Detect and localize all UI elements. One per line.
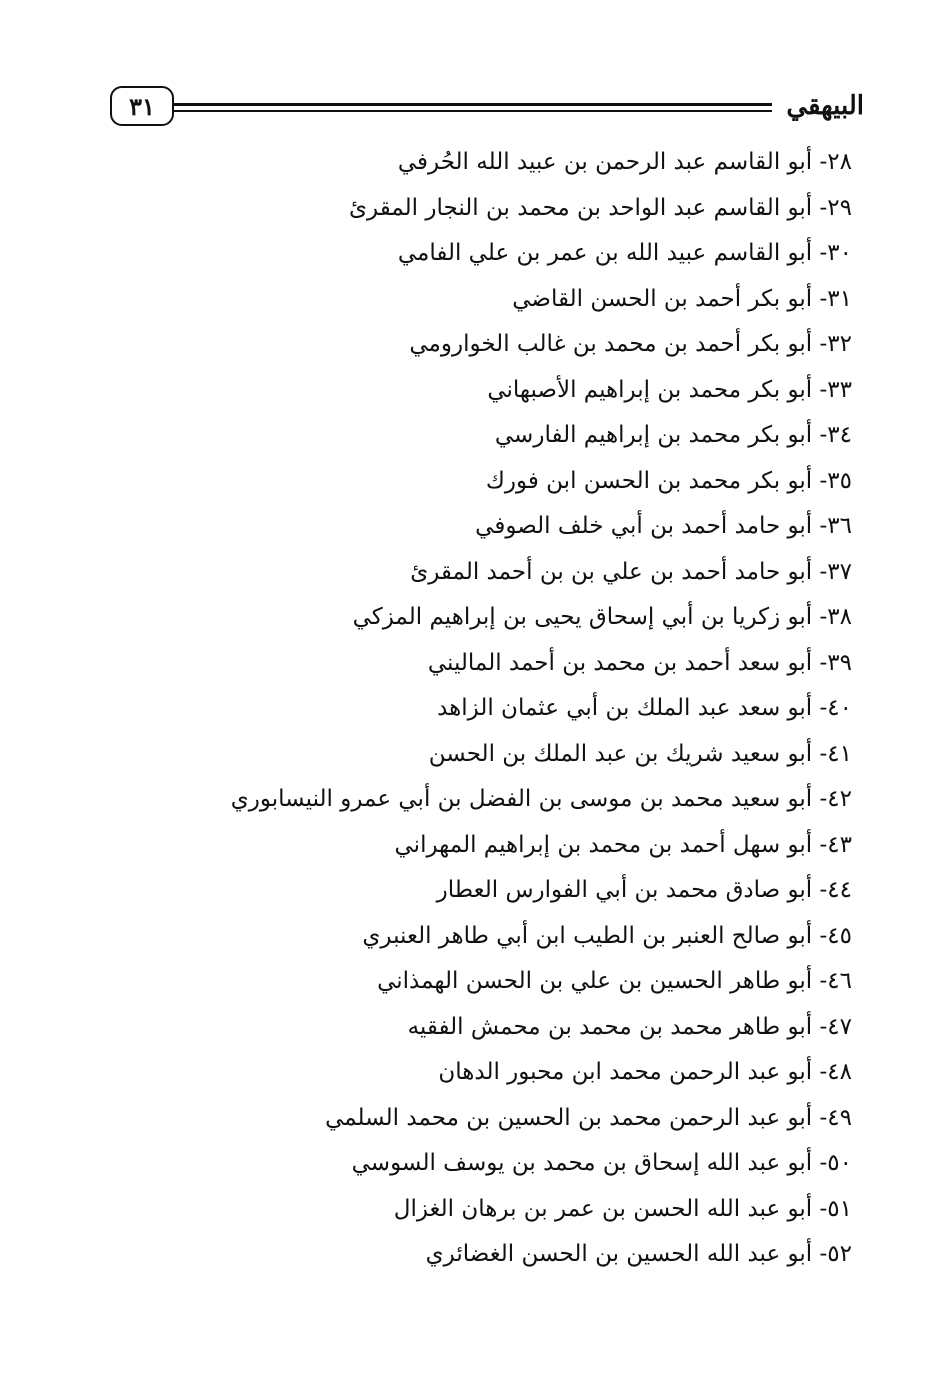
list-item: ٤١- أبو سعيد شريك بن عبد الملك بن الحسن (428, 740, 852, 767)
list-item: ٣٨- أبو زكريا بن أبي إسحاق يحيى بن إبراهيم المزكي (352, 604, 852, 630)
list-item: ٤٨- أبو عبد الرحمن محمد ابن محبور الدهان (438, 1059, 852, 1085)
narrator-list (230, 140, 852, 1278)
page-number: ٣١ (110, 86, 174, 126)
list-item: ٣٦- أبو حامد أحمد بن أبي خلف الصوفي (475, 513, 852, 539)
list-item: ٣٠- أبو القاسم عبيد الله بن عمر بن علي الفامي (397, 240, 852, 266)
list-item: ٣٣- أبو بكر محمد بن إبراهيم الأصبهاني (487, 376, 852, 403)
header-rule-thin (174, 110, 772, 112)
list-item: ٣٩- أبو سعد أحمد بن محمد بن أحمد الماليني (427, 649, 852, 676)
page-header (110, 86, 864, 130)
list-item: ٢٨- أبو القاسم عبد الرحمن بن عبيد الله الحُرفي (397, 149, 852, 175)
list-item: ٥١- أبو عبد الله الحسن بن عمر بن برهان الغزال (393, 1195, 852, 1222)
list-item: ٣٧- أبو حامد أحمد بن علي بن بن أحمد المقرئ (410, 558, 852, 585)
list-item: ٥٢- أبو عبد الله الحسين بن الحسن الغضائري (425, 1241, 852, 1267)
list-item: ٤٢- أبو سعيد محمد بن موسى بن الفضل بن أبي عمرو النيسابوري (230, 786, 852, 812)
list-item: ٤٠- أبو سعد عبد الملك بن أبي عثمان الزاهد (437, 695, 852, 721)
list-item: ٣١- أبو بكر أحمد بن الحسن القاضي (512, 285, 852, 312)
list-item: ٥٠- أبو عبد الله إسحاق بن محمد بن يوسف السوسي (351, 1150, 852, 1176)
list-item: ٤٧- أبو طاهر محمد بن محمد بن محمش الفقيه (407, 1013, 852, 1040)
list-item: ٣٢- أبو بكر أحمد بن محمد بن غالب الخوارومي (409, 331, 852, 357)
list-item: ٤٩- أبو عبد الرحمن محمد بن الحسين بن محمد السلمي (325, 1104, 852, 1131)
list-item: ٢٩- أبو القاسم عبد الواحد بن محمد بن النجار المقرئ (349, 194, 852, 221)
list-item: ٤٤- أبو صادق محمد بن أبي الفوارس العطار (436, 877, 852, 903)
list-item: ٤٥- أبو صالح العنبر بن الطيب ابن أبي طاهر العنبري (362, 922, 852, 949)
list-item: ٤٣- أبو سهل أحمد بن محمد بن إبراهيم المهراني (394, 831, 852, 858)
header-rule-thick (174, 103, 772, 106)
list-item: ٣٥- أبو بكر محمد بن الحسن ابن فورك (485, 467, 852, 494)
running-title: البيهقي (786, 91, 864, 121)
list-item: ٤٦- أبو طاهر الحسين بن علي بن الحسن الهمذاني (377, 968, 852, 994)
list-item: ٣٤- أبو بكر محمد بن إبراهيم الفارسي (494, 422, 852, 448)
